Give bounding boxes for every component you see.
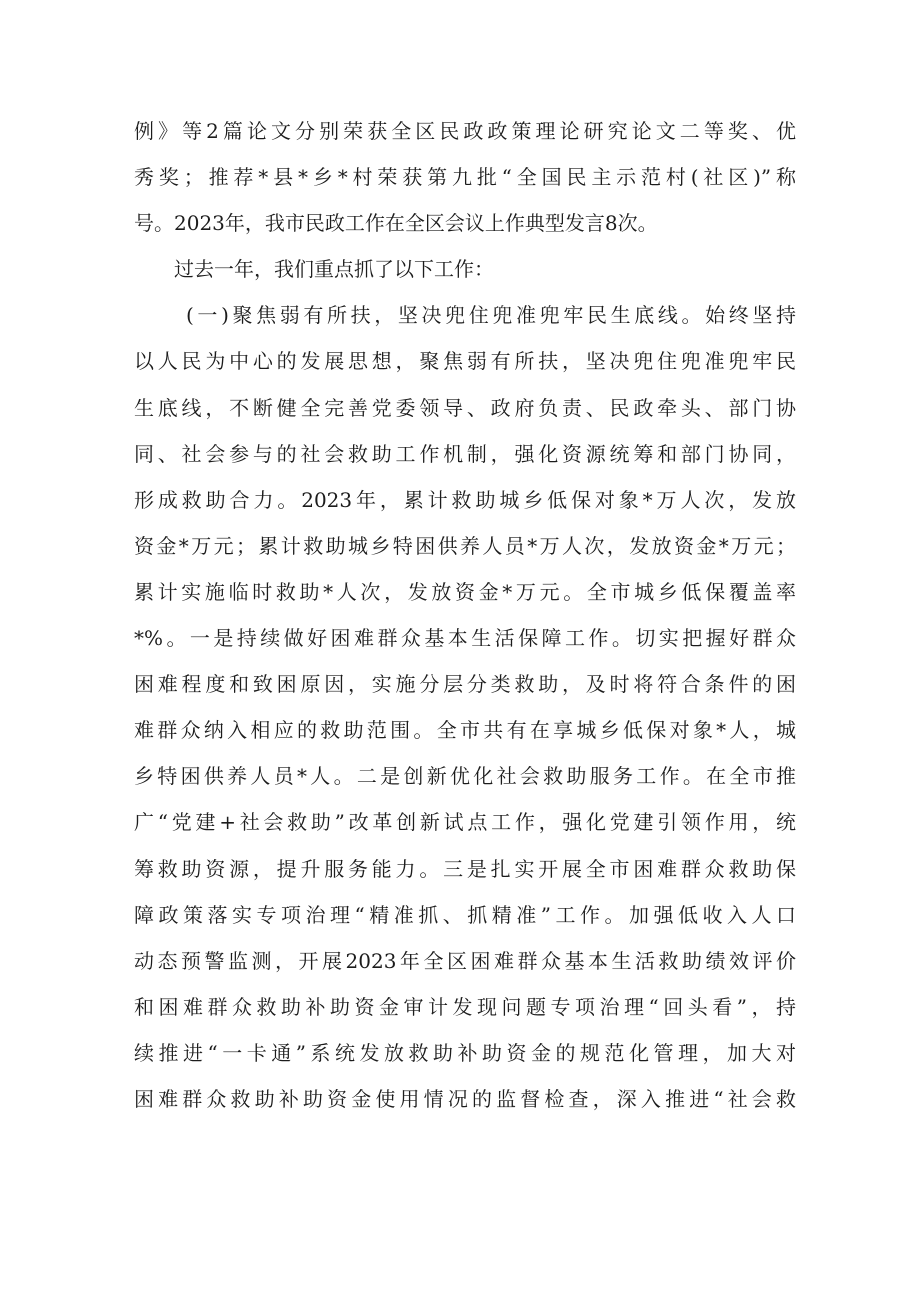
text-line: 秀奖；推荐*县*乡*村荣获第九批“全国民主示范村(社区)”称: [134, 165, 796, 190]
text-line: 广“党建+社会救助”改革创新试点工作，强化党建引领作用，统: [134, 810, 796, 835]
text-line: 筹救助资源，提升服务能力。三是扎实开展全市困难群众救助保: [134, 856, 796, 881]
text-line: 难群众纳入相应的救助范围。全市共有在享城乡低保对象*人，城: [134, 718, 796, 743]
text-line: 和困难群众救助补助资金审计发现问题专项治理“回头看”，持: [134, 994, 796, 1019]
text-line: 号。2023年，我市民政工作在全区会议上作典型发言8次。: [134, 211, 658, 236]
body-text: [134, 108, 796, 1122]
paragraph-first-line: 过去一年，我们重点抓了以下工作：: [174, 257, 494, 282]
text-line: *%。一是持续做好困难群众基本生活保障工作。切实把握好群众: [134, 626, 796, 651]
text-line: 障政策落实专项治理“精准抓、抓精准”工作。加强低收入人口: [134, 902, 796, 927]
text-line: 同、社会参与的社会救助工作机制，强化资源统筹和部门协同，: [134, 441, 796, 466]
text-line: 形成救助合力。2023年，累计救助城乡低保对象*万人次，发放: [134, 487, 796, 512]
text-line: 乡特困供养人员*人。二是创新优化社会救助服务工作。在全市推: [134, 764, 796, 789]
text-line: 动态预警监测，开展2023年全区困难群众基本生活救助绩效评价: [134, 948, 796, 973]
text-line: 例》等2篇论文分别荣获全区民政政策理论研究论文二等奖、优: [134, 119, 796, 143]
text-line: 困难群众救助补助资金使用情况的监督检查，深入推进“社会救: [134, 1086, 796, 1111]
text-line: 困难程度和致困原因，实施分层分类救助，及时将符合条件的困: [134, 672, 796, 697]
text-line: 资金*万元；累计救助城乡特困供养人员*万人次，发放资金*万元；: [134, 533, 796, 558]
text-line: 续推进“一卡通”系统发放救助补助资金的规范化管理，加大对: [134, 1040, 796, 1065]
section-heading-line: (一)聚焦弱有所扶，坚决兜住兜准兜牢民生底线。始终坚持: [186, 303, 796, 328]
text-line: 以人民为中心的发展思想，聚焦弱有所扶，坚决兜住兜准兜牢民: [134, 349, 796, 374]
text-line: 累计实施临时救助*人次，发放资金*万元。全市城乡低保覆盖率: [134, 579, 796, 604]
text-line: 生底线，不断健全完善党委领导、政府负责、民政牵头、部门协: [134, 395, 796, 420]
